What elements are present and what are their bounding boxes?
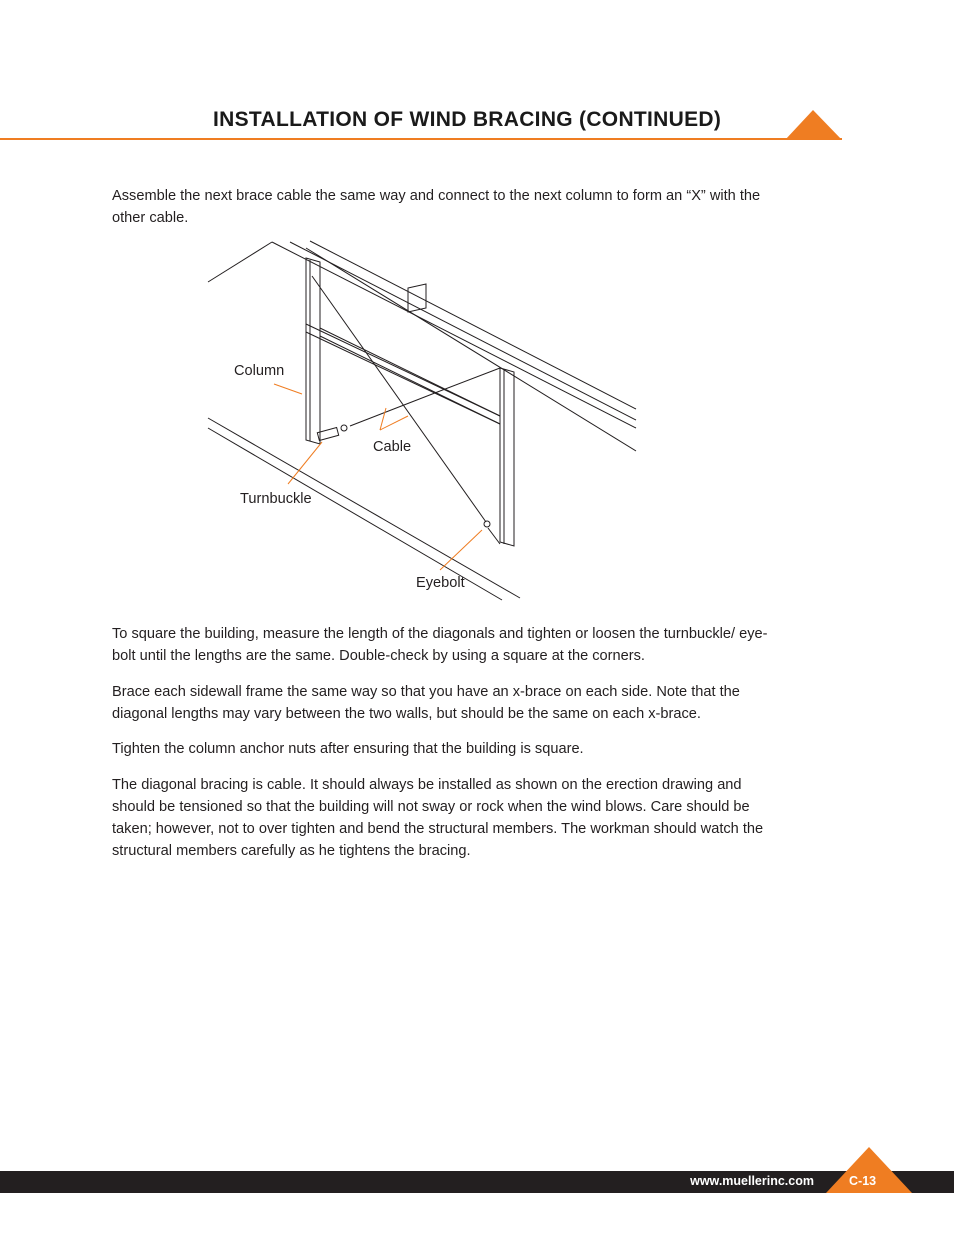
turnbuckle-eye [341, 425, 347, 431]
eave-rail-2 [290, 242, 636, 420]
wind-bracing-figure [200, 236, 650, 606]
turnbuckle-leader [288, 442, 322, 484]
eave-rail-1 [272, 242, 636, 428]
cable-label: Cable [373, 439, 412, 455]
eyebolt-label: Eyebolt [416, 575, 465, 591]
body-paragraph: Brace each sidewall frame the same way so that you have an x-brace on each side. Note that the diagonal lengths may vary between the two walls, but should be the same on each x-brace. [112, 684, 740, 722]
footer-url: www.muellerinc.com [690, 1174, 814, 1188]
column-leader [274, 384, 302, 394]
base-rail-1 [208, 418, 520, 598]
eave-rail-3 [310, 241, 636, 409]
eave-rail-4 [306, 248, 636, 451]
page-title: INSTALLATION OF WIND BRACING (CONTINUED) [213, 108, 722, 131]
cable-diagonal-1 [312, 276, 486, 522]
intro-paragraph: Assemble the next brace cable the same way and connect to the next column to form an “X” with the other cable. [112, 188, 761, 226]
body-paragraph: Tighten the column anchor nuts after ensuring that the building is square. [112, 741, 584, 757]
header-triangle-icon [785, 110, 842, 140]
column-label: Column [234, 363, 285, 379]
cable-leader-2 [380, 416, 408, 430]
eyebolt [484, 521, 490, 527]
page-number: C-13 [849, 1174, 877, 1188]
right-column [500, 368, 514, 546]
bracing-diagram [200, 236, 650, 606]
body-paragraph: The diagonal bracing is cable. It should always be installed as shown on the erection drawing and should be tensioned so that the building will not sway or rock when the wind blows. Care should be taken; however, not to over tighten and bend the structural members. The workman should watch the structural members carefully as he tightens the bracing. [112, 777, 764, 859]
back-girt [440, 368, 500, 391]
cable-leader-1 [380, 408, 386, 430]
body-paragraph: To square the building, measure the length of the diagonals and tighten or loosen the turnbuckle/ eye-bolt until the lengths are the same. Double-check by using a square at the corners. [112, 626, 768, 664]
header-rule [0, 138, 842, 140]
roof-edge-line [208, 242, 272, 282]
left-column [306, 258, 320, 444]
cable-diagonal-2 [350, 391, 440, 426]
turnbuckle [317, 428, 338, 441]
turnbuckle-label: Turnbuckle [240, 491, 312, 507]
